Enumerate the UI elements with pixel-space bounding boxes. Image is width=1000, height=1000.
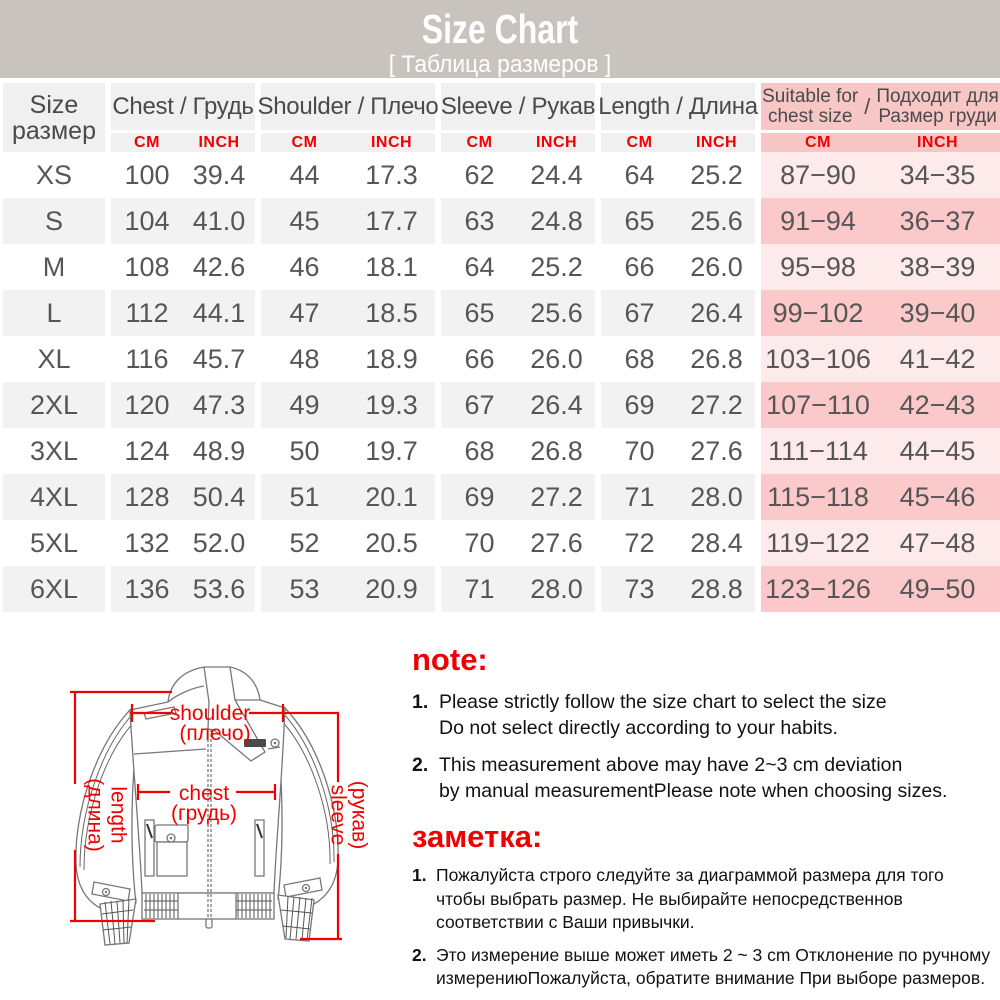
cell-suitable-inch: 34−35	[875, 152, 1000, 198]
cell-chest-inch: 52.0	[183, 520, 255, 566]
length-label: length	[106, 786, 130, 844]
cell-length-inch: 27.6	[678, 428, 755, 474]
note-line: by manual measurementPlease note when choosing sizes.	[439, 780, 948, 802]
cell-sleeve-cm: 64	[441, 244, 518, 290]
cell-shoulder-inch: 19.3	[348, 382, 435, 428]
units-length	[601, 133, 755, 152]
size-header-en: Size	[29, 90, 79, 119]
suitable-header-ru: Подходит для Размер груди	[876, 85, 999, 127]
unit-inch-label: INCH	[695, 133, 738, 151]
cell-length-inch: 26.4	[678, 290, 755, 336]
notes	[412, 642, 998, 991]
cell-chest-inch: 42.6	[183, 244, 255, 290]
cell-suitable-cm: 111−114	[761, 428, 875, 474]
table-row	[3, 520, 1000, 566]
cell-shoulder-cm: 48	[261, 336, 348, 382]
cell-length-inch: 28.0	[678, 474, 755, 520]
cell-length-inch: 26.0	[678, 244, 755, 290]
chest-label-ru: (грудь)	[170, 802, 238, 825]
units-sleeve	[441, 133, 595, 152]
page-subtitle: [ Таблица размеров ]	[388, 51, 612, 78]
units-shoulder	[261, 133, 435, 152]
table-row	[3, 382, 1000, 428]
cell-sleeve-cm: 70	[441, 520, 518, 566]
cell-suitable-inch: 42−43	[875, 382, 1000, 428]
cell-suitable-cm: 99−102	[761, 290, 875, 336]
cell-suitable-cm: 115−118	[761, 474, 875, 520]
cell-shoulder-cm: 46	[261, 244, 348, 290]
cell-length-cm: 67	[601, 290, 678, 336]
cell-sleeve-inch: 27.6	[518, 520, 595, 566]
cell-chest-inch: 39.4	[183, 152, 255, 198]
cell-chest-cm: 112	[111, 290, 183, 336]
cell-size: XS	[3, 152, 105, 198]
cell-sleeve-cm: 71	[441, 566, 518, 612]
cell-suitable-inch: 41−42	[875, 336, 1000, 382]
cell-shoulder-cm: 47	[261, 290, 348, 336]
length-label-ru: (длина)	[83, 778, 107, 852]
cell-sleeve-cm: 63	[441, 198, 518, 244]
cell-shoulder-inch: 17.3	[348, 152, 435, 198]
cell-suitable-inch: 44−45	[875, 428, 1000, 474]
column-header-sleeve: Sleeve / Рукав	[441, 83, 595, 130]
cell-length-cm: 66	[601, 244, 678, 290]
cell-chest-inch: 45.7	[183, 336, 255, 382]
cell-chest-cm: 128	[111, 474, 183, 520]
cell-suitable-inch: 47−48	[875, 520, 1000, 566]
note-title-ru: заметка:	[412, 819, 543, 854]
unit-cm-label: CM	[291, 133, 318, 151]
cell-suitable-inch: 38−39	[875, 244, 1000, 290]
cell-suitable-cm: 107−110	[761, 382, 875, 428]
size-chart-table	[3, 83, 1000, 612]
note-item-number: 1.	[412, 691, 429, 713]
cell-chest-inch: 47.3	[183, 382, 255, 428]
cell-chest-cm: 132	[111, 520, 183, 566]
cell-shoulder-inch: 20.9	[348, 566, 435, 612]
cell-size: S	[3, 198, 105, 244]
cell-sleeve-inch: 24.8	[518, 198, 595, 244]
table-row	[3, 244, 1000, 290]
unit-cm-label: CM	[626, 133, 653, 151]
page-title: Size Chart	[421, 6, 579, 52]
unit-inch-label: INCH	[535, 133, 578, 151]
cell-suitable-cm: 103−106	[761, 336, 875, 382]
cell-sleeve-cm: 67	[441, 382, 518, 428]
note-line: Do not select directly according to your habits.	[439, 717, 838, 739]
cell-sleeve-inch: 26.4	[518, 382, 595, 428]
units-suitable	[761, 133, 1000, 152]
cell-chest-inch: 53.6	[183, 566, 255, 612]
note-line: Пожалуйста строго следуйте за диаграммой размера для того	[436, 865, 944, 885]
cell-length-cm: 64	[601, 152, 678, 198]
note-item-number: 2.	[412, 754, 429, 776]
cell-chest-cm: 100	[111, 152, 183, 198]
units-chest	[111, 133, 255, 152]
shoulder-label-ru: (плечо)	[179, 722, 251, 745]
cell-length-inch: 28.8	[678, 566, 755, 612]
cell-length-cm: 65	[601, 198, 678, 244]
cell-suitable-cm: 91−94	[761, 198, 875, 244]
column-header-length: Length / Длина	[601, 83, 755, 130]
cell-sleeve-cm: 66	[441, 336, 518, 382]
cell-length-cm: 68	[601, 336, 678, 382]
cell-chest-cm: 104	[111, 198, 183, 244]
note-line: чтобы выбрать размер. Не выбирайте непосредственнов	[436, 888, 903, 909]
cell-sleeve-inch: 26.0	[518, 336, 595, 382]
table-header	[3, 83, 1000, 152]
note-line: соответствии с Ваши привычки.	[436, 912, 695, 932]
cell-suitable-cm: 119−122	[761, 520, 875, 566]
sleeve-label: sleeve	[326, 784, 350, 846]
cell-chest-cm: 116	[111, 336, 183, 382]
cell-shoulder-inch: 17.7	[348, 198, 435, 244]
shoulder-label: shoulder	[169, 702, 251, 725]
cell-length-cm: 73	[601, 566, 678, 612]
cell-shoulder-cm: 52	[261, 520, 348, 566]
cell-length-cm: 71	[601, 474, 678, 520]
table-row	[3, 336, 1000, 382]
sleeve-label-ru: (рукав)	[347, 780, 371, 850]
cell-sleeve-inch: 28.0	[518, 566, 595, 612]
cell-size: M	[3, 244, 105, 290]
cell-suitable-inch: 49−50	[875, 566, 1000, 612]
note-item-number: 1.	[412, 865, 427, 885]
cell-chest-cm: 108	[111, 244, 183, 290]
table-row	[3, 198, 1000, 244]
cell-size: 4XL	[3, 474, 105, 520]
cell-size: 5XL	[3, 520, 105, 566]
cell-shoulder-inch: 18.1	[348, 244, 435, 290]
cell-length-inch: 28.4	[678, 520, 755, 566]
cell-suitable-cm: 87−90	[761, 152, 875, 198]
unit-cm-label: CM	[466, 133, 493, 151]
note-line: Please strictly follow the size chart to select the size	[439, 691, 887, 713]
cell-length-cm: 70	[601, 428, 678, 474]
cell-length-cm: 69	[601, 382, 678, 428]
cell-shoulder-cm: 53	[261, 566, 348, 612]
note-item	[412, 752, 998, 804]
cell-shoulder-inch: 18.5	[348, 290, 435, 336]
cell-size: 2XL	[3, 382, 105, 428]
cell-sleeve-inch: 26.8	[518, 428, 595, 474]
cell-length-inch: 25.6	[678, 198, 755, 244]
column-header-shoulder: Shoulder / Плечо	[261, 83, 435, 130]
suitable-header-slash: /	[864, 93, 871, 119]
unit-inch-label: INCH	[916, 133, 959, 151]
cell-length-cm: 72	[601, 520, 678, 566]
cell-shoulder-inch: 18.9	[348, 336, 435, 382]
cell-length-inch: 27.2	[678, 382, 755, 428]
size-header-ru: размер	[12, 116, 96, 145]
cell-suitable-inch: 39−40	[875, 290, 1000, 336]
table-row	[3, 566, 1000, 612]
unit-inch-label: INCH	[198, 133, 240, 151]
note-block-ru	[412, 819, 998, 991]
note-title-en: note:	[412, 642, 488, 677]
table-row	[3, 152, 1000, 198]
cell-sleeve-cm: 68	[441, 428, 518, 474]
banner	[0, 0, 1000, 78]
cell-shoulder-cm: 50	[261, 428, 348, 474]
table-body	[3, 152, 1000, 612]
cell-shoulder-inch: 20.5	[348, 520, 435, 566]
cell-chest-inch: 48.9	[183, 428, 255, 474]
cell-sleeve-inch: 25.6	[518, 290, 595, 336]
column-header-chest: Chest / Грудь	[111, 83, 255, 130]
cell-size: 3XL	[3, 428, 105, 474]
bottom-section	[0, 612, 1000, 1000]
table-row	[3, 428, 1000, 474]
cell-shoulder-cm: 49	[261, 382, 348, 428]
cell-suitable-cm: 123−126	[761, 566, 875, 612]
column-header-size	[3, 83, 105, 152]
cell-suitable-cm: 95−98	[761, 244, 875, 290]
jacket-diagram	[18, 642, 393, 997]
cell-chest-cm: 124	[111, 428, 183, 474]
unit-cm-label: CM	[805, 133, 831, 151]
note-block-en	[412, 642, 998, 804]
cell-sleeve-inch: 25.2	[518, 244, 595, 290]
note-item-number: 2.	[412, 944, 427, 965]
cell-length-inch: 26.8	[678, 336, 755, 382]
note-line: This measurement above may have 2~3 cm deviation	[439, 754, 903, 776]
cell-size: XL	[3, 336, 105, 382]
cell-shoulder-cm: 51	[261, 474, 348, 520]
cell-sleeve-inch: 24.4	[518, 152, 595, 198]
cell-size: L	[3, 290, 105, 336]
cell-shoulder-cm: 44	[261, 152, 348, 198]
jacket-svg	[18, 642, 393, 997]
cell-suitable-inch: 36−37	[875, 198, 1000, 244]
note-item	[412, 864, 998, 935]
table-row	[3, 290, 1000, 336]
unit-inch-label: INCH	[370, 133, 413, 151]
table-row	[3, 474, 1000, 520]
suitable-header-en: Suitable for chest size	[762, 85, 859, 127]
cell-length-inch: 25.2	[678, 152, 755, 198]
cell-sleeve-inch: 27.2	[518, 474, 595, 520]
cell-shoulder-inch: 19.7	[348, 428, 435, 474]
note-item	[412, 944, 998, 991]
cell-chest-inch: 41.0	[183, 198, 255, 244]
column-header-suitable	[761, 83, 1000, 130]
cell-shoulder-inch: 20.1	[348, 474, 435, 520]
cell-chest-cm: 120	[111, 382, 183, 428]
note-line: Это измерение выше может иметь 2 ~ 3 cm Отклонение по ручному	[436, 944, 991, 965]
cell-shoulder-cm: 45	[261, 198, 348, 244]
chest-label: chest	[178, 782, 230, 805]
cell-sleeve-cm: 62	[441, 152, 518, 198]
note-line: измерениюПожалуйста, обратите внимание При выборе размеров.	[436, 968, 986, 988]
cell-chest-inch: 44.1	[183, 290, 255, 336]
unit-cm-label: CM	[134, 133, 160, 151]
cell-chest-cm: 136	[111, 566, 183, 612]
cell-suitable-inch: 45−46	[875, 474, 1000, 520]
cell-sleeve-cm: 69	[441, 474, 518, 520]
cell-chest-inch: 50.4	[183, 474, 255, 520]
cell-size: 6XL	[3, 566, 105, 612]
cell-sleeve-cm: 65	[441, 290, 518, 336]
note-item	[412, 689, 998, 741]
